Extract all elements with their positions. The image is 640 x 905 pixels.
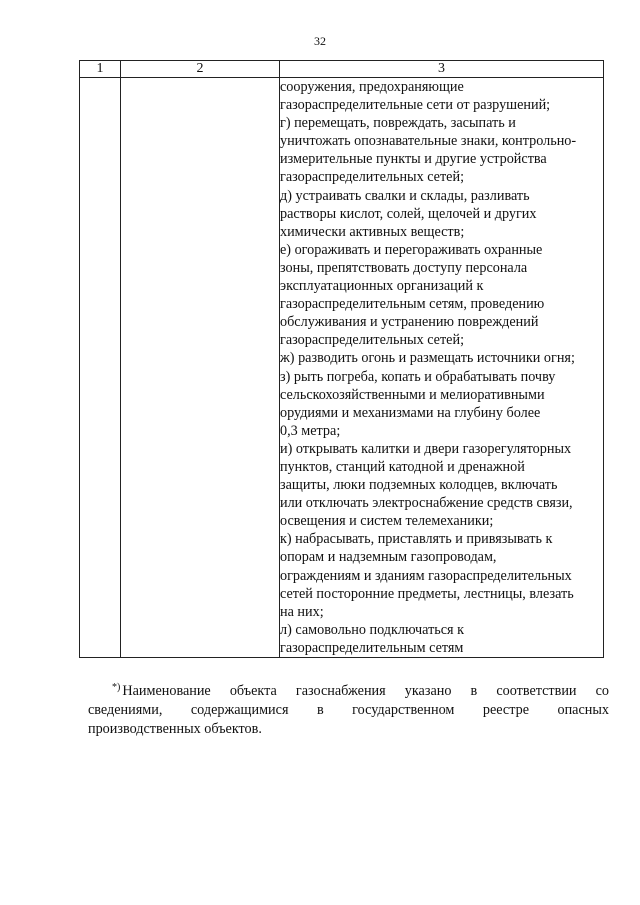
footnote-line-2: сведениями, содержащимися в государственном реестре опасных (88, 702, 609, 718)
text-line: газораспределительным сетям (280, 639, 464, 656)
text-line: орудиями и механизмами на глубину более (280, 404, 541, 421)
text-line: сооружения, предохраняющие (280, 79, 464, 95)
text-line: к) набрасывать, приставлять и привязывать к (280, 531, 553, 548)
table-header-row (80, 61, 604, 78)
text-line: ж) разводить огонь и размещать источники огня; (280, 350, 575, 367)
text-line: обслуживания и устранению повреждений (280, 314, 539, 331)
header-col-1: 1 (80, 61, 121, 78)
text-line: опорам и надземным газопроводам, (280, 549, 497, 566)
text-line: ограждениям и зданиям газораспределительных (280, 567, 572, 584)
text-line: з) рыть погреба, копать и обрабатывать почву (280, 368, 556, 385)
footnote-text-1: Наименование объекта газоснабжения указано в соответствии со (122, 683, 609, 699)
text-line: сельскохозяйственными и мелиоративными (280, 386, 545, 403)
text-line: газораспределительные сети от разрушений; (280, 97, 551, 114)
text-line: пунктов, станций катодной и дренажной (280, 458, 525, 475)
text-line: химически активных веществ; (280, 223, 465, 240)
text-line: растворы кислот, солей, щелочей и других (280, 205, 537, 222)
text-line: е) огораживать и перегораживать охранные (280, 241, 543, 258)
text-line: эксплуатационных организаций к (280, 278, 484, 295)
footnote-marker: *) (112, 682, 121, 693)
table-row (80, 78, 604, 658)
cell-col-1 (80, 78, 121, 658)
footnote-line-3: производственных объектов. (88, 721, 262, 737)
text-line: на них; (280, 603, 324, 620)
text-line: освещения и систем телемеханики; (280, 513, 494, 530)
footnote (88, 678, 609, 739)
text-line: зоны, препятствовать доступу персонала (280, 259, 528, 276)
text-line: защиты, люки подземных колодцев, включать (280, 477, 558, 494)
text-line: измерительные пункты и другие устройства (280, 151, 547, 168)
text-line: или отключать электроснабжение средств связи, (280, 495, 573, 512)
text-line: и) открывать калитки и двери газорегуляторных (280, 440, 572, 457)
cell-col-2 (121, 78, 280, 658)
restrictions-table (79, 60, 604, 658)
text-line: газораспределительным сетям, проведению (280, 296, 545, 313)
text-line: уничтожать опознавательные знаки, контрольно- (280, 133, 577, 150)
text-line: газораспределительных сетей; (280, 169, 465, 186)
text-line: д) устраивать свалки и склады, разливать (280, 187, 530, 204)
header-col-3: 3 (280, 61, 604, 78)
text-line: л) самовольно подключаться к (280, 621, 465, 638)
text-line: 0,3 метра; (280, 422, 341, 439)
header-col-2: 2 (121, 61, 280, 78)
text-line: г) перемещать, повреждать, засыпать и (280, 115, 516, 132)
cell-col-3 (280, 78, 604, 658)
text-line: сетей посторонние предметы, лестницы, влезать (280, 585, 574, 602)
footnote-line-1 (88, 678, 609, 701)
text-line: газораспределительных сетей; (280, 332, 465, 349)
page-number: 32 (314, 34, 326, 48)
